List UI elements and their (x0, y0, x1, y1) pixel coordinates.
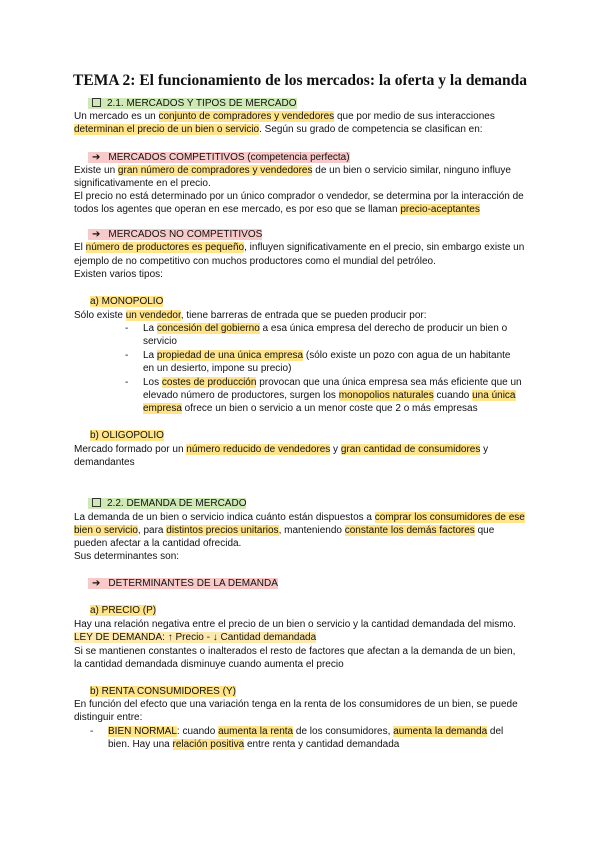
paragraph-line: demandantes (74, 457, 135, 468)
paragraph-line: Mercado formado por un número reducido de vendedores y gran cantidad de consumidores y (74, 444, 489, 455)
checkbox-icon (92, 498, 101, 507)
paragraph-line: El número de productores es pequeño, influyen significativamente en el precio, sin embargo existe un (74, 242, 525, 253)
section-heading-2-2: 2.2. DEMANDA DE MERCADO (88, 497, 246, 510)
page-title: TEMA 2: El funcionamiento de los mercados: la oferta y la demanda (73, 72, 527, 89)
subheading-oligopolio: b) OLIGOPOLIO (90, 430, 164, 441)
subheading-no-competitivos: ➔ MERCADOS NO COMPETITIVOS (88, 228, 262, 241)
subheading-monopolio: a) MONOPOLIO (90, 296, 164, 307)
paragraph-line: ejemplo de no competitivo con muchos productores como el mundial del petróleo. (74, 256, 436, 267)
bullet-continuation: bien. Hay una relación positiva entre renta y cantidad demandada (108, 739, 400, 750)
bullet-continuation: en un desierto, impone su precio) (143, 363, 292, 374)
bullet-item: - La concesión del gobierno a esa única empresa del derecho de producir un bien o (125, 323, 508, 334)
section-heading-2-1: 2.1. MERCADOS Y TIPOS DE MERCADO (88, 97, 297, 110)
checkbox-icon (92, 98, 101, 107)
subheading-competitivos: ➔ MERCADOS COMPETITIVOS (competencia perfecta) (88, 151, 350, 164)
paragraph-line: distinguir entre: (74, 712, 143, 723)
paragraph-line: La demanda de un bien o servicio indica cuánto están dispuestos a comprar los consumidores de ese (74, 512, 525, 523)
paragraph-line: bien o servicio, para distintos precios unitarios, manteniendo constante los demás factores que (74, 525, 495, 536)
paragraph-line: pueden afectar a la cantidad ofrecida. (74, 538, 242, 549)
paragraph-line: El precio no está determinado por un único comprador o vendedor, se determina por la interacción de (74, 191, 524, 202)
arrow-icon: ➔ (92, 578, 101, 589)
paragraph-line: Sólo existe un vendedor, tiene barreras de entrada que se pueden producir por: (74, 310, 427, 321)
paragraph-line: la cantidad demandada disminuye cuando aumenta el precio (74, 659, 344, 670)
subheading-precio: a) PRECIO (P) (90, 605, 157, 616)
paragraph-line: todos los agentes que operan en ese mercado, es por eso que se llaman precio-aceptantes (74, 204, 480, 215)
paragraph-line: Si se mantienen constantes o inalterados el resto de factores que afectan a la demanda de un bien, (74, 646, 516, 657)
bullet-continuation: servicio (143, 336, 177, 347)
paragraph-line: Existen varios tipos: (74, 269, 163, 280)
paragraph-line: Un mercado es un conjunto de compradores y vendedores que por medio de sus interacciones (74, 111, 495, 122)
paragraph-line: determinan el precio de un bien o servicio. Según su grado de competencia se clasifican en: (74, 124, 483, 135)
subheading-determinantes: ➔ DETERMINANTES DE LA DEMANDA (88, 577, 278, 590)
paragraph-line: Hay una relación negativa entre el precio de un bien o servicio y la cantidad demandada del mismo. (74, 619, 516, 630)
bullet-continuation: empresa ofrece un bien o servicio a un menor coste que 2 o más empresas (143, 403, 478, 414)
arrow-icon: ➔ (92, 229, 101, 240)
subheading-renta: b) RENTA CONSUMIDORES (Y) (90, 686, 236, 697)
bullet-item: - La propiedad de una única empresa (sólo existe un pozo con agua de un habitante (125, 350, 511, 361)
arrow-icon: ➔ (92, 152, 101, 163)
bullet-item: - Los costes de producción provocan que una única empresa sea más eficiente que un (125, 377, 522, 388)
paragraph-line: Existe un gran número de compradores y vendedores de un bien o servicio similar, ninguno influye (74, 165, 511, 176)
paragraph-line: Sus determinantes son: (74, 551, 180, 562)
paragraph-line: En función del efecto que una variación tenga en la renta de los consumidores de un bien, se puede (74, 699, 518, 710)
bullet-continuation: elevado número de productores, surgen los monopolios naturales cuando una única (143, 390, 516, 401)
bullet-item: - BIEN NORMAL: cuando aumenta la renta de los consumidores, aumenta la demanda del (90, 726, 504, 737)
law-of-demand: LEY DE DEMANDA: ↑ Precio - ↓ Cantidad demandada (74, 632, 317, 643)
paragraph-line: significativamente en el precio. (74, 178, 211, 189)
